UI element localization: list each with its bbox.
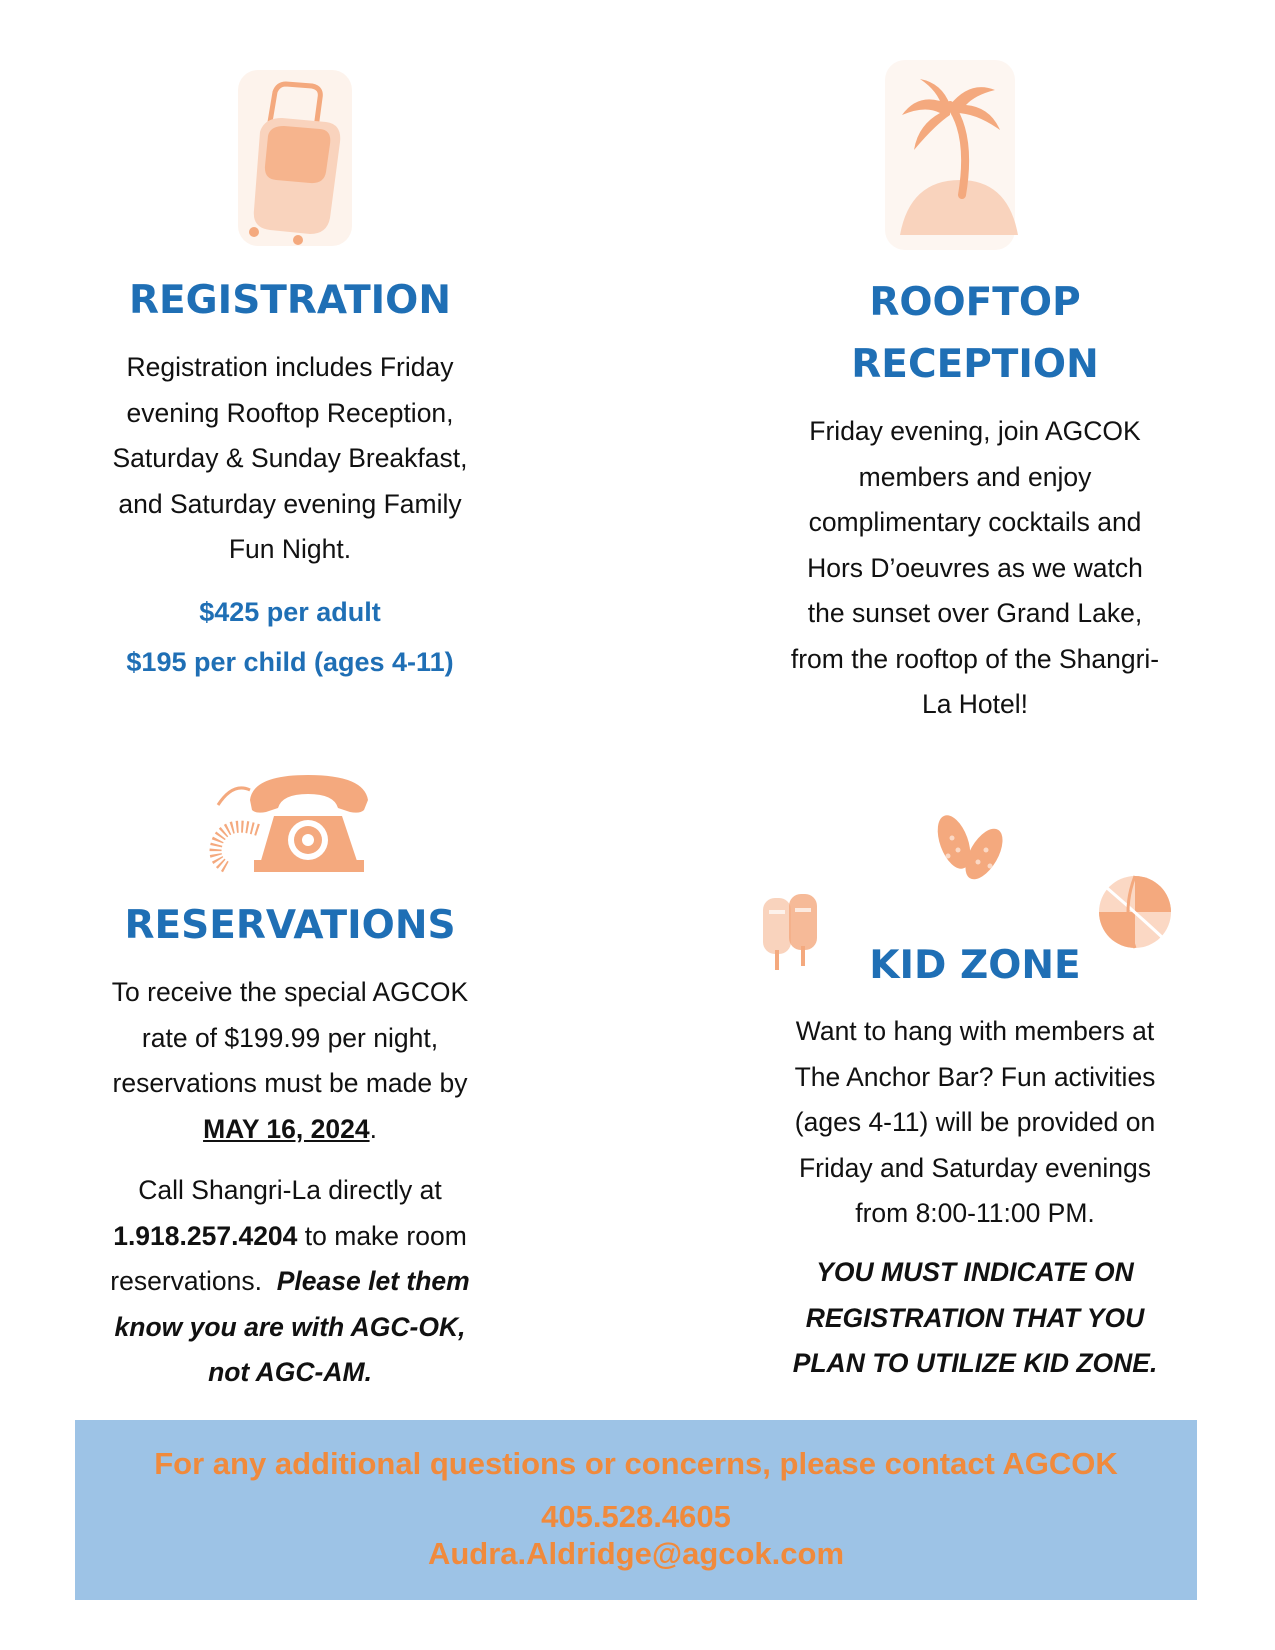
heading-line: ROOFTOP xyxy=(869,280,1081,325)
text-line: Call Shangri-La directly at xyxy=(138,1175,442,1205)
reservations-heading: RESERVATIONS xyxy=(124,903,456,948)
registration-heading: REGISTRATION xyxy=(129,278,451,323)
text-line: To receive the special AGCOK xyxy=(111,977,469,1007)
warning-line: YOU MUST INDICATE ON xyxy=(816,1257,1134,1287)
warning-line: REGISTRATION THAT YOU xyxy=(805,1302,1145,1333)
deadline-date: MAY 16, 2024 xyxy=(203,1113,370,1144)
text-line: Friday and Saturday evenings xyxy=(798,1152,1152,1183)
text-line: rate of $199.99 per night, xyxy=(141,1022,439,1053)
registration-description xyxy=(45,345,535,573)
text-line: from the rooftop of the Shangri- xyxy=(790,643,1160,674)
text-line: and Saturday evening Family xyxy=(118,488,462,519)
text-segment: to make room xyxy=(297,1220,467,1251)
contact-footer xyxy=(75,1420,1197,1600)
text-line: Hors D’oeuvres as we watch xyxy=(807,552,1143,583)
hotel-phone: 1.918.257.4204 xyxy=(113,1220,298,1251)
text-line: La Hotel! xyxy=(921,689,1029,719)
luggage-icon xyxy=(230,62,360,252)
text-line: Saturday & Sunday Breakfast, xyxy=(112,443,468,473)
heading-line: RECEPTION xyxy=(851,342,1099,387)
contact-phone[interactable]: 405.528.4605 xyxy=(541,1499,731,1534)
text-line: Want to hang with members at xyxy=(795,1016,1155,1046)
reservations-description xyxy=(45,970,535,1152)
deadline-period: . xyxy=(369,1113,377,1144)
text-line: (ages 4-11) will be provided on xyxy=(794,1107,1156,1137)
price-adult: $425 per adult xyxy=(199,597,381,627)
text-line: from 8:00-11:00 PM. xyxy=(855,1198,1095,1228)
text-line: evening Rooftop Reception, xyxy=(126,397,454,428)
note-text: Please let them xyxy=(276,1266,470,1296)
text-line: The Anchor Bar? Fun activities xyxy=(794,1061,1156,1092)
telephone-icon xyxy=(188,760,378,875)
warning-line: PLAN TO UTILIZE KID ZONE. xyxy=(792,1348,1158,1378)
text-line: Fun Night. xyxy=(228,534,352,564)
flip-flops-icon xyxy=(930,808,1010,888)
text-line: Friday evening, join AGCOK xyxy=(809,416,1141,446)
rooftop-heading xyxy=(735,272,1215,396)
kidzone-heading: KID ZONE xyxy=(869,943,1081,988)
text-line: reservations must be made by xyxy=(112,1068,468,1098)
note-line xyxy=(45,1259,535,1305)
palm-tree-island-icon xyxy=(880,55,1020,255)
contact-email[interactable]: Audra.Aldridge@agcok.com xyxy=(427,1536,845,1571)
rooftop-description xyxy=(735,409,1215,728)
note-text: not AGC-AM. xyxy=(208,1357,372,1387)
price-child: $195 per child (ages 4-11) xyxy=(126,647,454,677)
contact-prompt: For any additional questions or concerns, please contact AGCOK xyxy=(154,1446,1118,1481)
phone-line xyxy=(45,1214,535,1260)
note-text: know you are with AGC-OK, xyxy=(114,1311,466,1342)
call-info xyxy=(45,1168,535,1396)
text-line: Registration includes Friday xyxy=(126,352,454,382)
kidzone-warning xyxy=(735,1250,1215,1387)
text-line: complimentary cocktails and xyxy=(808,507,1142,537)
text-line: the sunset over Grand Lake, xyxy=(807,598,1143,628)
kidzone-description xyxy=(735,1009,1215,1237)
deadline-line xyxy=(45,1107,535,1153)
text-line: members and enjoy xyxy=(858,461,1092,492)
text-segment: reservations. xyxy=(110,1266,277,1296)
